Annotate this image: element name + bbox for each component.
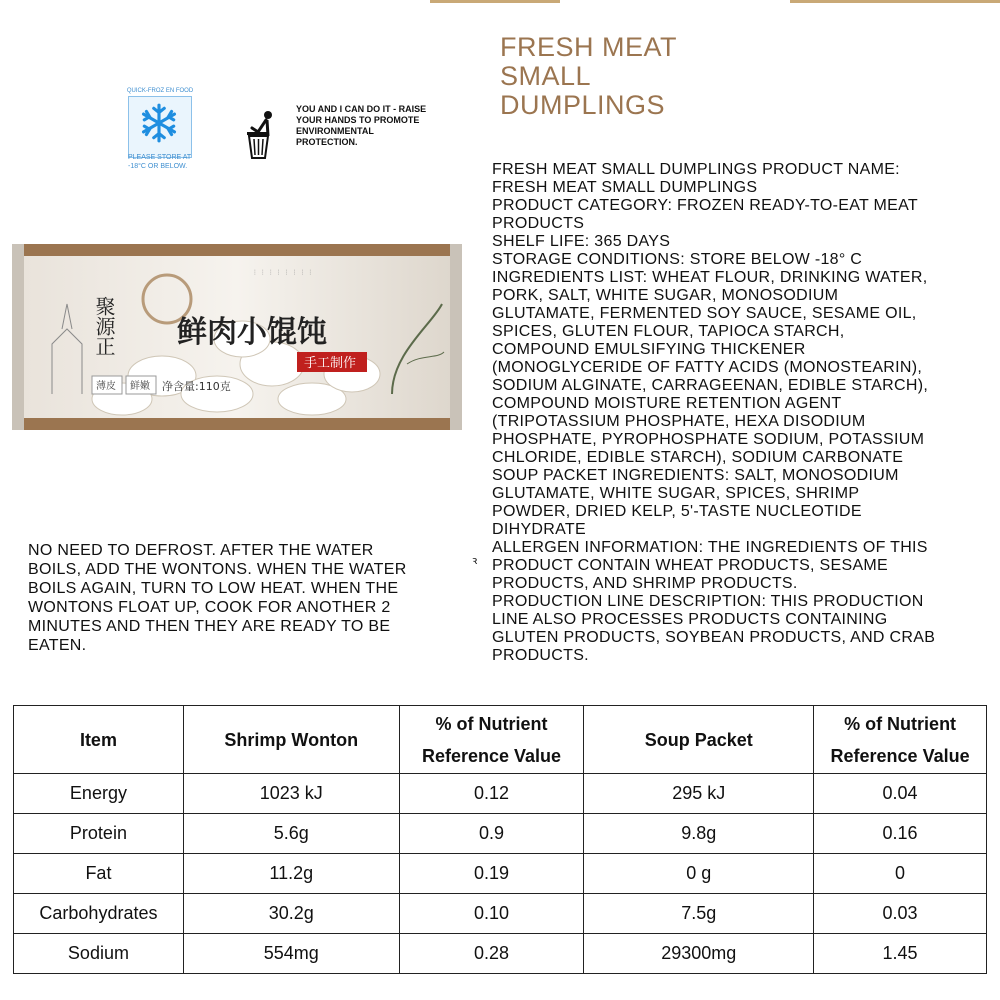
top-decor-bar-left <box>430 0 560 3</box>
table-cell: 11.2g <box>183 854 399 894</box>
svg-text:⋮ ⋮ ⋮ ⋮ ⋮ ⋮ ⋮ ⋮: ⋮ ⋮ ⋮ ⋮ ⋮ ⋮ ⋮ ⋮ <box>252 269 314 276</box>
page-title <box>500 33 800 120</box>
cooking-line: BOILS, ADD THE WONTONS. WHEN THE WATER <box>28 561 407 578</box>
header-text: % of Nutrient <box>435 713 548 734</box>
table-cell: 0.03 <box>814 894 987 934</box>
title-line: DUMPLINGS <box>500 90 666 120</box>
environmental-slogan: YOU AND I CAN DO IT - RAISE YOUR HANDS TO PROMOTE ENVIRONMENTAL PROTECTION. <box>296 104 427 147</box>
package-handmade-tag: 手工制作 <box>304 356 357 371</box>
table-row <box>14 774 987 814</box>
info-line: SPICES, GLUTEN FLOUR, TAPIOCA STARCH, <box>492 323 845 340</box>
header-text: Reference Value <box>830 745 970 766</box>
cooking-line: NO NEED TO DEFROST. AFTER THE WATER <box>28 542 374 559</box>
info-line: SOUP PACKET INGREDIENTS: SALT, MONOSODIUM <box>492 467 899 484</box>
info-line: SHELF LIFE: 365 DAYS <box>492 233 671 250</box>
frozen-badge-store-label: PLEASE STORE AT -18°C OR BELOW. <box>128 154 192 170</box>
title-line: FRESH MEAT <box>500 32 678 62</box>
info-line: INGREDIENTS LIST: WHEAT FLOUR, DRINKING WATER, <box>492 269 928 286</box>
info-line: (MONOGLYCERIDE OF FATTY ACIDS (MONOSTEARIN), <box>492 359 923 376</box>
table-cell: 554mg <box>183 934 399 974</box>
table-cell: 0.16 <box>814 814 987 854</box>
stray-mark: ꝛ <box>472 555 478 567</box>
table-cell: 9.8g <box>584 814 814 854</box>
info-line: PRODUCT CONTAIN WHEAT PRODUCTS, SESAME <box>492 557 889 574</box>
table-row <box>14 934 987 974</box>
info-line: PHOSPHATE, PYROPHOSPHATE SODIUM, POTASSIUM <box>492 431 925 448</box>
info-line: PRODUCT CATEGORY: FROZEN READY-TO-EAT MEAT <box>492 197 918 214</box>
info-line: LINE ALSO PROCESSES PRODUCTS CONTAINING <box>492 611 888 628</box>
package-product-name: 鲜肉小馄饨 <box>177 315 327 350</box>
info-line: FRESH MEAT SMALL DUMPLINGS <box>492 179 758 196</box>
info-line: POWDER, DRIED KELP, 5'-TASTE NUCLEOTIDE <box>492 503 862 520</box>
table-cell: 30.2g <box>183 894 399 934</box>
table-cell: Fat <box>14 854 184 894</box>
table-cell: Protein <box>14 814 184 854</box>
header-text: % of Nutrient <box>844 713 957 734</box>
frozen-food-badge <box>125 88 195 183</box>
header-text: Soup Packet <box>644 729 753 750</box>
nutrition-table <box>13 705 987 974</box>
package-badge-1: 薄皮 <box>96 381 116 392</box>
package-brand-char: 聚源正 <box>92 296 116 356</box>
info-line: PRODUCTS <box>492 215 585 232</box>
cooking-line: WONTONS FLOAT UP, COOK FOR ANOTHER 2 <box>28 599 391 616</box>
info-line: PRODUCTION LINE DESCRIPTION: THIS PRODUCTION <box>492 593 924 610</box>
table-header-row <box>14 706 987 774</box>
table-cell: 0.04 <box>814 774 987 814</box>
info-line: COMPOUND MOISTURE RETENTION AGENT <box>492 395 842 412</box>
info-line: GLUTAMATE, FERMENTED SOY SAUCE, SESAME OIL, <box>492 305 917 322</box>
table-cell: 0.19 <box>399 854 584 894</box>
package-net-weight: 净含量:110克 <box>162 380 231 393</box>
table-cell: 0 g <box>584 854 814 894</box>
header-item <box>14 706 184 774</box>
table-cell: 0.28 <box>399 934 584 974</box>
table-cell: 5.6g <box>183 814 399 854</box>
trash-bin-icon <box>244 110 282 160</box>
table-cell: 29300mg <box>584 934 814 974</box>
table-row <box>14 894 987 934</box>
header-nrv-wonton <box>399 706 584 774</box>
table-cell: 0.9 <box>399 814 584 854</box>
info-line: GLUTAMATE, WHITE SUGAR, SPICES, SHRIMP <box>492 485 860 502</box>
frozen-badge-top-label: QUICK-FROZ EN FOOD <box>126 88 194 94</box>
table-row <box>14 854 987 894</box>
title-line: SMALL <box>500 61 592 91</box>
package-badge-2: 鲜嫩 <box>130 381 150 392</box>
product-package-image <box>12 244 462 430</box>
table-cell: 1023 kJ <box>183 774 399 814</box>
header-soup-packet <box>584 706 814 774</box>
cooking-line: BOILS AGAIN, TURN TO LOW HEAT. WHEN THE <box>28 580 399 597</box>
info-line: COMPOUND EMULSIFYING THICKENER <box>492 341 806 358</box>
info-line: CHLORIDE, EDIBLE STARCH), SODIUM CARBONATE <box>492 449 904 466</box>
info-line: FRESH MEAT SMALL DUMPLINGS PRODUCT NAME: <box>492 161 900 178</box>
table-cell: 7.5g <box>584 894 814 934</box>
header-nrv-soup <box>814 706 987 774</box>
info-line: DIHYDRATE <box>492 521 586 538</box>
info-line: GLUTEN PRODUCTS, SOYBEAN PRODUCTS, AND CRAB <box>492 629 936 646</box>
header-text: Item <box>79 729 117 750</box>
table-cell: 295 kJ <box>584 774 814 814</box>
table-cell: 0 <box>814 854 987 894</box>
info-line: (TRIPOTASSIUM PHOSPHATE, HEXA DISODIUM <box>492 413 866 430</box>
snowflake-icon <box>138 102 180 144</box>
table-cell: Sodium <box>14 934 184 974</box>
cooking-line: EATEN. <box>28 637 87 654</box>
table-cell: Carbohydrates <box>14 894 184 934</box>
cooking-instructions <box>28 541 483 655</box>
header-shrimp-wonton <box>183 706 399 774</box>
info-line: PORK, SALT, WHITE SUGAR, MONOSODIUM <box>492 287 839 304</box>
top-decor-bar-right <box>790 0 1000 3</box>
header-text: Reference Value <box>421 745 562 766</box>
table-cell: 0.10 <box>399 894 584 934</box>
table-cell: 1.45 <box>814 934 987 974</box>
header-text: Shrimp Wonton <box>224 729 359 750</box>
product-info <box>492 161 992 665</box>
info-line: STORAGE CONDITIONS: STORE BELOW -18° C <box>492 251 863 268</box>
table-cell: Energy <box>14 774 184 814</box>
cooking-line: MINUTES AND THEN THEY ARE READY TO BE <box>28 618 391 635</box>
info-line: ALLERGEN INFORMATION: THE INGREDIENTS OF THIS <box>492 539 928 556</box>
table-cell: 0.12 <box>399 774 584 814</box>
info-line: SODIUM ALGINATE, CARRAGEENAN, EDIBLE STARCH), <box>492 377 929 394</box>
info-line: PRODUCTS, AND SHRIMP PRODUCTS. <box>492 575 798 592</box>
table-row <box>14 814 987 854</box>
info-line: PRODUCTS. <box>492 647 589 664</box>
